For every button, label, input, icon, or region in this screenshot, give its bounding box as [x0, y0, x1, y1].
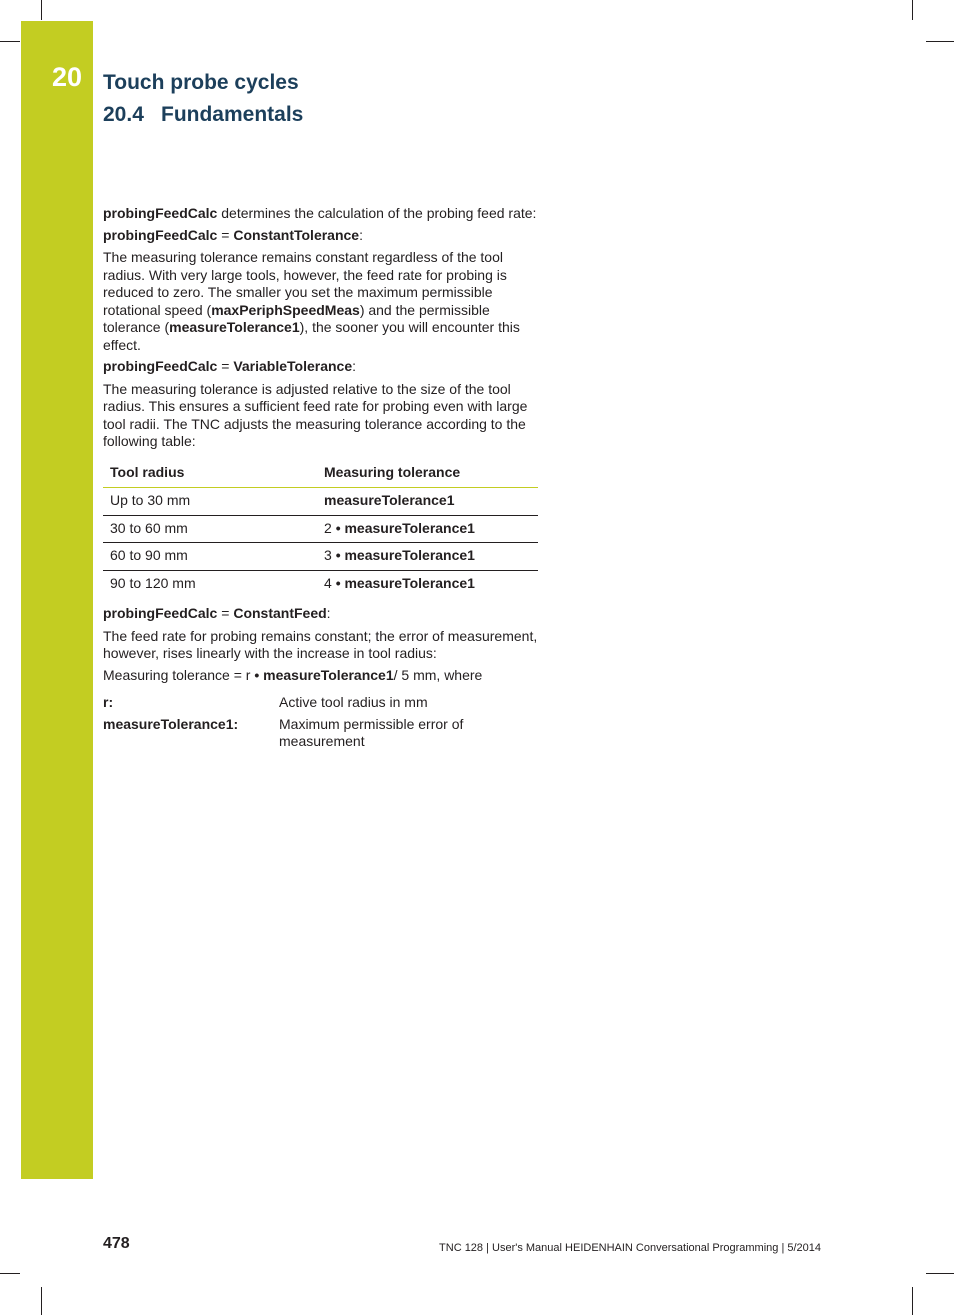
intro-term: probingFeedCalc — [103, 205, 218, 221]
definition-term: r: — [103, 694, 114, 710]
table-row — [103, 570, 538, 597]
table-header-tool-radius: Tool radius — [103, 459, 317, 488]
definition-row — [103, 716, 539, 751]
crop-mark — [912, 0, 913, 20]
table-cell-radius: 60 to 90 mm — [103, 543, 317, 571]
table-cell-tolerance: measureTolerance1 — [317, 488, 538, 516]
crop-mark — [926, 1273, 954, 1274]
formula-line: Measuring tolerance = r • measureTolerance1/ 5 mm, where — [103, 666, 483, 683]
constant-tolerance-paragraph: The measuring tolerance remains constant regardless of the tool radius. With very large tools, however, the feed rate for probing is reduced to zero. The smaller you set the maximum permissible rotational speed (maxPeriphSpeedMeas) and the permissible tolerance (measureTolerance1), the sooner you will encounter this effect. — [103, 249, 520, 353]
table-cell-radius: 30 to 60 mm — [103, 515, 317, 543]
definition-row — [103, 694, 539, 712]
table-row — [103, 488, 538, 516]
variable-tolerance-paragraph: The measuring tolerance is adjusted relative to the size of the tool radius. This ensures a sufficient feed rate for probing even with large tool radii. The TNC adjusts the measuring tolerance according to the following table: — [103, 380, 528, 449]
constant-feed-heading: probingFeedCalc = ConstantFeed: — [103, 605, 331, 621]
table-cell-radius: 90 to 120 mm — [110, 574, 196, 591]
crop-mark — [926, 41, 954, 42]
section-name: Fundamentals — [161, 103, 304, 126]
table-row — [103, 543, 538, 571]
table-cell-tolerance: 4 • measureTolerance1 — [324, 574, 475, 591]
chapter-title: Touch probe cycles — [103, 71, 299, 94]
body-content — [103, 205, 539, 755]
table-header-measuring-tolerance: Measuring tolerance — [317, 459, 538, 488]
footer-text: TNC 128 | User's Manual HEIDENHAIN Conversational Programming | 5/2014 — [439, 1242, 821, 1254]
crop-mark — [41, 1287, 42, 1315]
intro-paragraph: probingFeedCalc determines the calculation of the probing feed rate: — [103, 205, 537, 221]
crop-mark — [912, 1287, 913, 1315]
chapter-sidebar — [21, 21, 93, 1179]
definition-description: Active tool radius in mm — [279, 694, 428, 710]
constant-feed-paragraph: The feed rate for probing remains constant; the error of measurement, however, rises linearly with the increase in tool radius: — [103, 627, 538, 661]
variable-tolerance-heading: probingFeedCalc = VariableTolerance: — [103, 358, 357, 374]
table-cell-tolerance: 3 • measureTolerance1 — [317, 543, 538, 571]
section-title — [103, 103, 303, 127]
table-header-row — [103, 459, 538, 488]
constant-tolerance-heading: probingFeedCalc = ConstantTolerance: — [103, 226, 363, 243]
table-cell-tolerance: 2 • measureTolerance1 — [317, 515, 538, 543]
crop-mark — [0, 41, 20, 42]
chapter-number: 20 — [52, 62, 83, 92]
crop-mark — [0, 1273, 20, 1274]
definition-list — [103, 694, 539, 751]
definition-description: Maximum permissible error of measurement — [279, 715, 464, 749]
section-number: 20.4 — [103, 103, 144, 126]
table-cell-radius: Up to 30 mm — [103, 488, 317, 516]
tolerance-table — [103, 459, 538, 598]
definition-term: measureTolerance1: — [103, 715, 239, 732]
crop-mark — [41, 0, 42, 20]
page-number: 478 — [103, 1235, 130, 1252]
table-row — [103, 515, 538, 543]
